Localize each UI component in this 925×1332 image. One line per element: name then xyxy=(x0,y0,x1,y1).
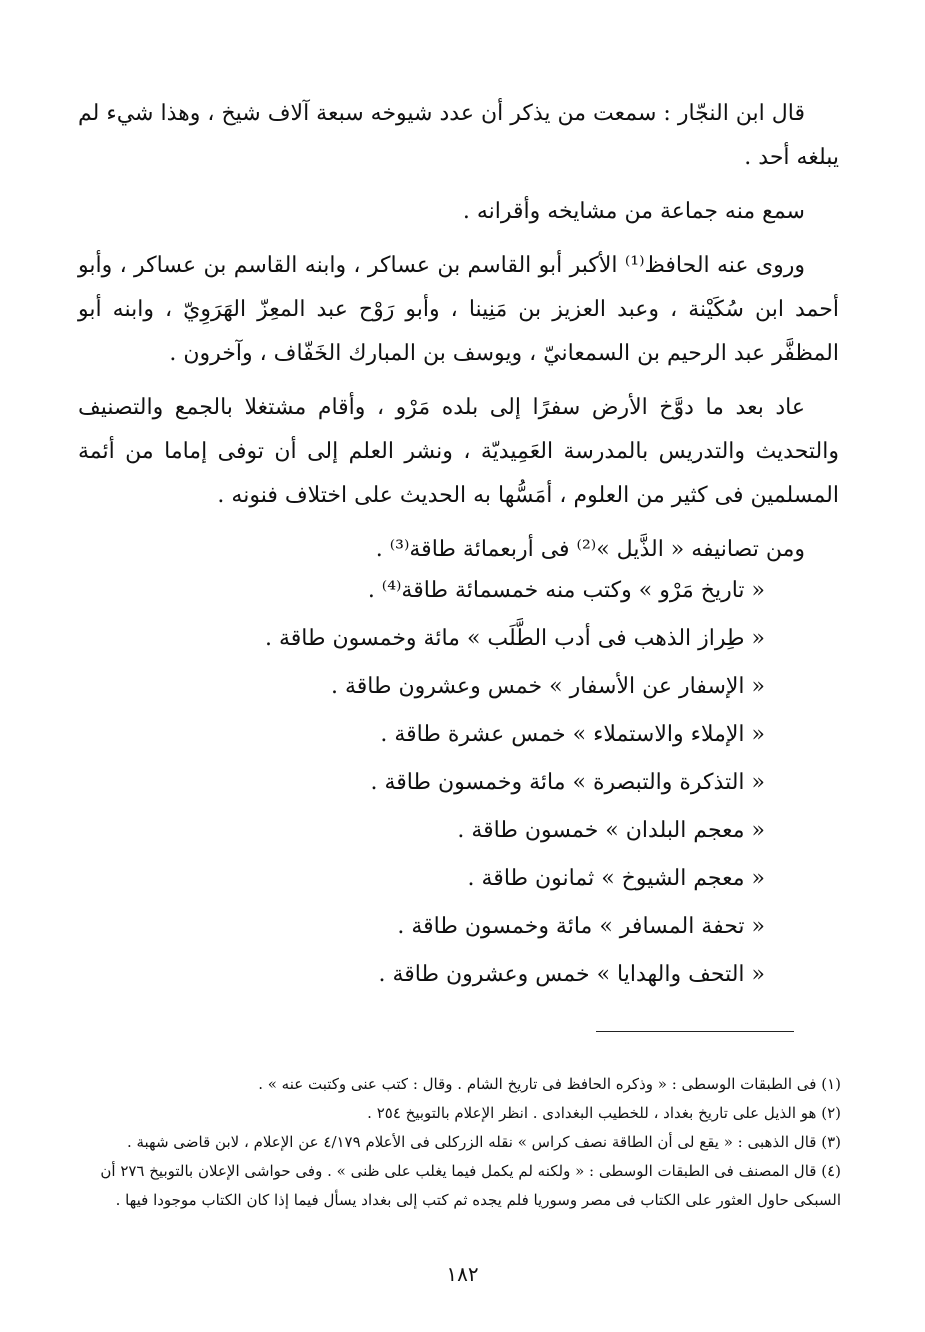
list-item: « معجم البلدان » خمسون طاقة . xyxy=(457,818,765,843)
list-item: « التحف والهدايا » خمس وعشرون طاقة . xyxy=(378,962,765,987)
paragraph-5: ومن تصانيفه « الذَّيل »⁽²⁾ فى أربعمائة طاقة⁽³⁾ . xyxy=(375,537,805,562)
footnote-4: (٤) قال المصنف فى الطبقات الوسطى : « ولكنه لم يكمل فيما يغلب على ظنى » . وفى حواشى الإعلان بالتوبيخ ٢٧٦ أن السبكى حاول العثور على الكتاب فى مصر وسوريا فلم يجده ثم كتب إلى بغداد يسأل فيما إذا كان الكتاب موجودا فيها . xyxy=(100,1162,841,1209)
list-item: « الإسفار عن الأسفار » خمس وعشرون طاقة . xyxy=(330,674,765,699)
footnotes xyxy=(80,1070,841,1215)
footnote-2: (٢) هو الذيل على تاريخ بغداد ، للخطيب البغدادى . انظر الإعلام بالتوبيخ ٢٥٤ . xyxy=(367,1104,841,1122)
footnote-1: (١) فى الطبقات الوسطى : « وذكره الحافظ فى تاريخ الشام . وقال : كتب عنى وكتبت عنه » . xyxy=(258,1075,841,1093)
main-text xyxy=(78,92,839,572)
list-item: « الإملاء والاستملاء » خمس عشرة طاقة . xyxy=(380,722,765,747)
page-number: ١٨٢ xyxy=(446,1262,479,1286)
list-item: « معجم الشيوخ » ثمانون طاقة . xyxy=(467,866,765,891)
list-item: « تاريخ مَرْو » وكتب منه خمسمائة طاقة⁽⁴⁾ . xyxy=(367,578,765,603)
list-item: « طِراز الذهب فى أدب الطَّلَب » مائة وخمسون طاقة . xyxy=(264,626,765,651)
paragraph-1: قال ابن النجّار : سمعت من يذكر أن عدد شيوخه سبعة آلاف شيخ ، وهذا شيء لم يبلغه أحد . xyxy=(78,101,839,170)
list-item: « التذكرة والتبصرة » مائة وخمسون طاقة . xyxy=(370,770,765,795)
paragraph-2: سمع منه جماعة من مشايخه وأقرانه . xyxy=(462,199,805,224)
list-item: « تحفة المسافر » مائة وخمسون طاقة . xyxy=(397,914,765,939)
paragraph-3: وروى عنه الحافظ⁽¹⁾ الأكبر أبو القاسم بن عساكر ، وابنه القاسم بن عساكر ، وأبو أحمد ابن سُكَيْنة ، وعبد العزيز بن مَنِينا ، وأبو رَوْح عبد المعِزّ الهَرَوِيّ ، وابنه أبو المظفَّر عبد الرحيم بن السمعانيّ ، ويوسف بن المبارك الخَفّاف ، وآخرون . xyxy=(78,253,839,366)
paragraph-4: عاد بعد ما دوَّخ الأرض سفرًا إلى بلده مَرْو ، وأقام مشتغلا بالجمع والتصنيف والتحديث والتدريس بالمدرسة العَمِيديّة ، ونشر العلم إلى أن توفى إماما من أئمة المسلمين فى كثير من العلوم ، أمَسُّها به الحديث على اختلاف فنونه . xyxy=(78,395,839,508)
footnote-divider xyxy=(596,1031,794,1032)
works-list xyxy=(265,576,765,1008)
footnote-3: (٣) قال الذهبى : « يقع لى أن الطاقة نصف كراس » نقله الزركلى فى الأعلام ٤/١٧٩ عن الإعلام ، لابن قاضى شهبة . xyxy=(126,1133,841,1151)
